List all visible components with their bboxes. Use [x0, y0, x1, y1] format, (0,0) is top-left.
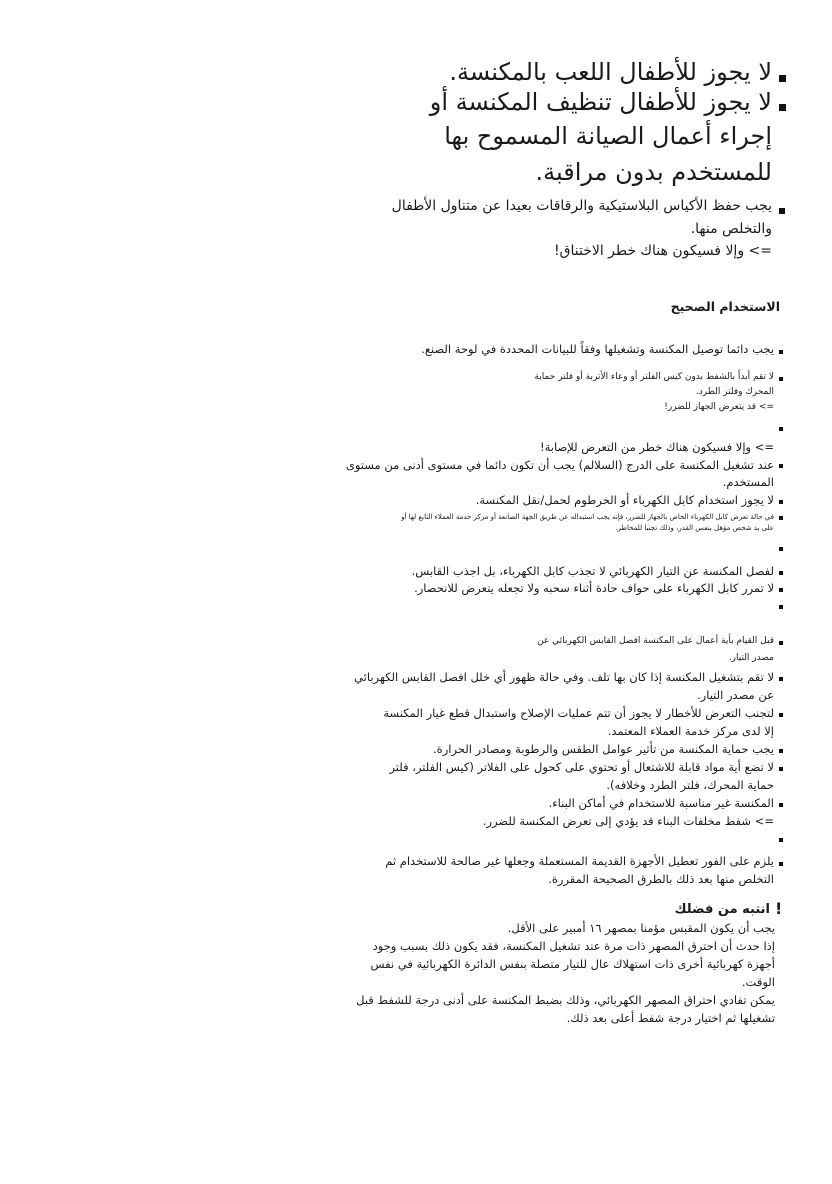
item-no-filter-line3: => قد يتعرض الجهاز للضرر! [664, 402, 774, 412]
notice-line3: أجهزة كهربائية أخرى ذات استهلاك عال للتيار متصلة بنفس الدائرة الكهربائية في نفس [370, 957, 775, 971]
bags-warning-line1: يجب حفظ الأكياس البلاستيكية والرقاقات بعيدا عن متناول الأطفال [391, 198, 772, 214]
bullet-marker [779, 427, 783, 431]
bullet-marker [779, 500, 783, 504]
warning-children-cleaning-line1: لا يجوز للأطفال تنظيف المكنسة أو [429, 88, 772, 116]
item-stairs-line3: المستخدم. [722, 475, 774, 489]
bullet-marker [779, 862, 783, 866]
item-flammable-line2: حماية المحرك، فلتر الطرد وخلافه). [606, 778, 774, 792]
item-stairs-line1: => وإلا فسيكون هناك خطر من التعرض للإصابة! [539, 440, 774, 454]
bullet-marker [779, 588, 783, 592]
item-construction-line1: المكنسة غير مناسبة للاستخدام في أماكن البناء. [548, 796, 774, 810]
item-rating-plate: يجب دائما توصيل المكنسة وتشغيلها وفقاً للبيانات المحددة في لوحة الصنع. [421, 342, 774, 356]
item-weather: يجب حماية المكنسة من تأثير عوامل الطقس والرطوبة ومصادر الحرارة. [433, 742, 774, 756]
bullet-marker [779, 104, 786, 111]
bags-warning-line3: => وإلا فسيكون هناك خطر الاختناق! [554, 243, 772, 259]
bullet-marker [779, 838, 783, 842]
notice-title: انتبه من فضلك [674, 902, 770, 917]
item-before-work-line2: مصدر التيار. [728, 653, 774, 663]
item-repairs-line1: لتجنب التعرض للأخطار لا يجوز أن تتم عمليات الإصلاح واستبدال قطع غيار المكنسة [383, 706, 774, 720]
notice-line1: يجب أن يكون المقبس مؤمنا بمصهر ١٦ أمبير على الأقل. [507, 921, 775, 935]
bullet-marker [779, 767, 783, 771]
item-damaged-cable-line1: في حالة تعرض كابل الكهرباء الخاص بالجهاز للضرر، فإنه يجب استبداله عن طريق الجهة الصانعة أو مركز خدمة العملاء التابع لها أو [401, 513, 774, 521]
item-cable-carry: لا يجوز استخدام كابل الكهرباء أو الخرطوم لحمل/نقل المكنسة. [475, 493, 774, 507]
bullet-marker [779, 749, 783, 753]
item-damaged-line1: لا تقم بتشغيل المكنسة إذا كان بها تلف. وفي حالة ظهور أي خلل افصل القابس الكهربائي [354, 670, 774, 684]
bullet-marker [779, 75, 786, 82]
item-unplug: لفصل المكنسة عن التيار الكهربائي لا تجذب كابل الكهرباء، بل اجذب القابس. [411, 564, 774, 578]
warning-children-play: لا يجوز للأطفال اللعب بالمكنسة. [449, 58, 772, 86]
bullet-marker [779, 464, 783, 468]
item-construction-line2: => شفط مخلفات البناء قد يؤدي إلى تعرض المكنسة للضرر. [482, 814, 774, 828]
bullet-marker [779, 208, 785, 214]
bullet-marker [779, 713, 783, 717]
item-no-filter-line1: لا تقم أبداً بالشفط بدون كيس الفلتر أو وعاء الأتربة أو فلتر حماية [534, 372, 774, 382]
item-repairs-line2: إلا لدى مركز خدمة العملاء المعتمد. [607, 724, 774, 738]
section-title: الاستخدام الصحيح [670, 299, 780, 314]
bullet-marker [779, 377, 783, 381]
warning-children-cleaning-line3: للمستخدم بدون مراقبة. [535, 158, 772, 186]
item-before-work-line1: قبل القيام بأية أعمال على المكنسة افصل القابس الكهربائي عن [537, 636, 774, 646]
item-old-devices-line2: التخلص منها بعد ذلك بالطرق الصحيحة المقررة. [548, 872, 774, 886]
notice-line4: الوقت. [741, 975, 775, 989]
exclamation-icon: ! [775, 899, 783, 918]
bullet-marker [779, 547, 783, 551]
bullet-marker [779, 605, 783, 609]
bullet-marker [779, 803, 783, 807]
bullet-marker [779, 677, 783, 681]
notice-line6: تشغيلها ثم اختيار درجة شفط أعلى بعد ذلك. [566, 1011, 775, 1025]
item-sharp-edges: لا تمرر كابل الكهرباء على حواف حادة أثناء سحبه ولا تجعله يتعرض للانحصار. [414, 581, 774, 595]
notice-line2: إذا حدث أن احترق المصهر ذات مرة عند تشغيل المكنسة، فقد يكون ذلك بسبب وجود [372, 939, 775, 953]
bullet-marker [779, 350, 783, 354]
item-damaged-line2: عن مصدر التيار. [696, 688, 774, 702]
item-damaged-cable-line2: على يد شخص مؤهل بنفس القدر، وذلك تجنبا للمخاطر. [615, 524, 774, 532]
bags-warning-line2: والتخلص منها. [690, 221, 772, 237]
item-flammable-line1: لا تضع أية مواد قابلة للاشتعال أو تحتوي على كحول على الفلاتر (كيس الفلتر، فلتر [389, 760, 774, 774]
item-stairs-line2: عند تشغيل المكنسة على الدرج (السلالم) يجب أن تكون دائما في مستوى أدنى من مستوى [345, 458, 774, 472]
item-old-devices-line1: يلزم على الفور تعطيل الأجهزة القديمة المستعملة وجعلها غير صالحة للاستخدام ثم [385, 854, 774, 868]
notice-line5: يمكن تفادي احتراق المصهر الكهربائي، وذلك بضبط المكنسة على أدنى درجة للشفط قبل [356, 993, 775, 1007]
bullet-marker [779, 516, 783, 520]
warning-children-cleaning-line2: إجراء أعمال الصيانة المسموح بها [444, 122, 772, 150]
bullet-marker [779, 571, 783, 575]
bullet-marker [779, 641, 783, 645]
item-no-filter-line2: المحرك وفلتر الطرد. [695, 387, 774, 397]
